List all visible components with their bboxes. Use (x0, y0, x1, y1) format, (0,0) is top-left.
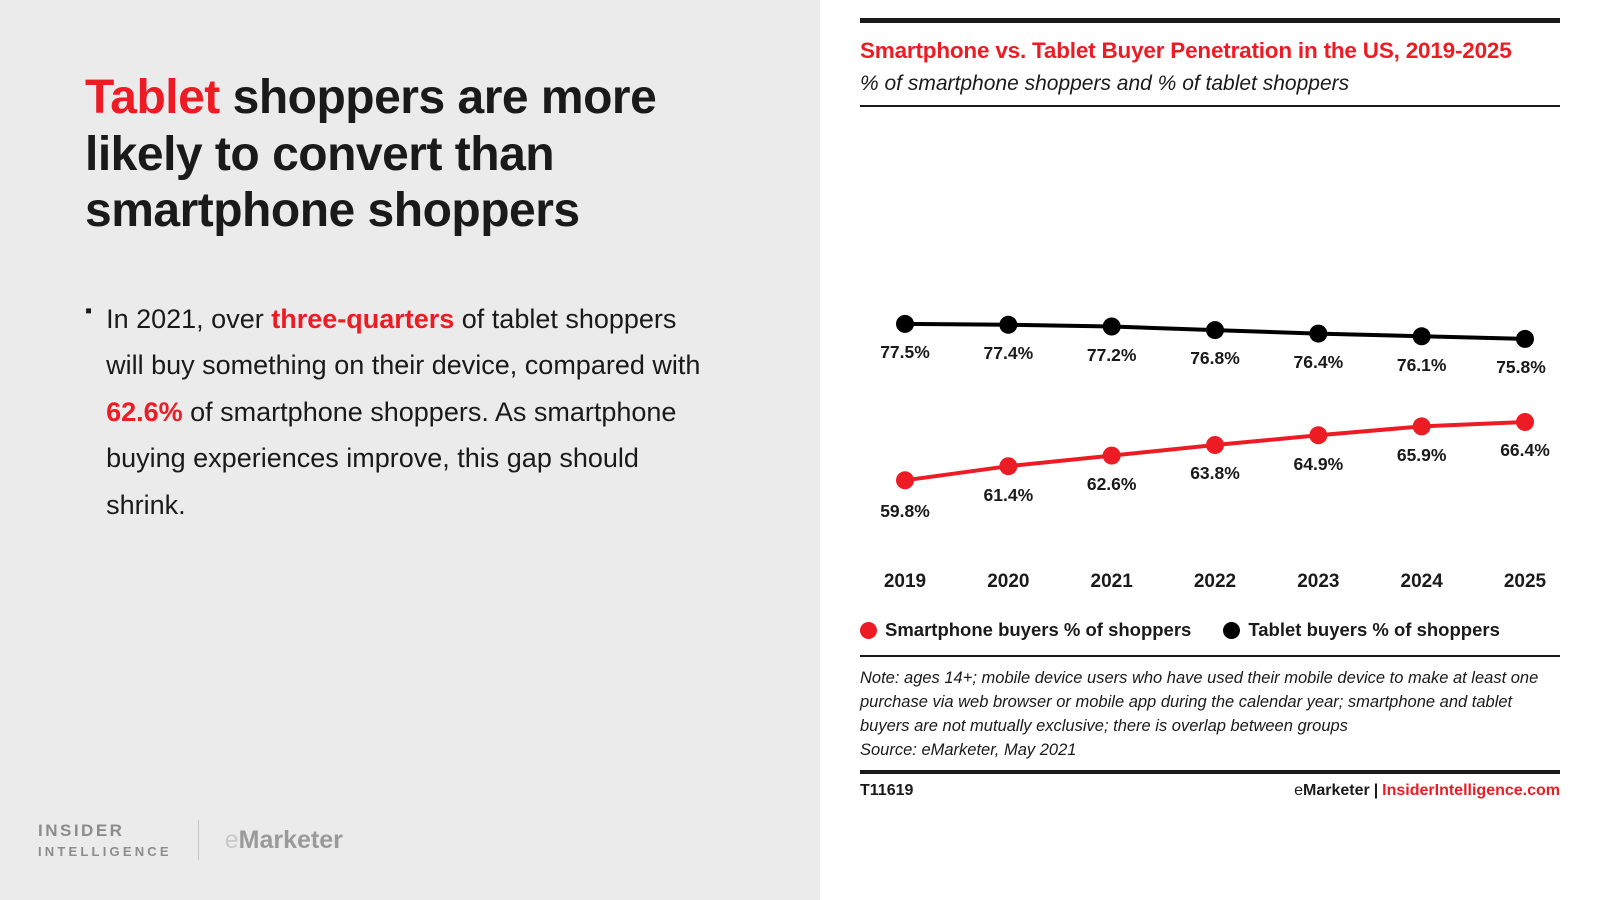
footer-emarketer-rest: Marketer (1302, 782, 1370, 800)
data-point (1516, 413, 1534, 431)
footer-emarketer-e: e (1294, 782, 1303, 800)
chart-panel (820, 0, 1600, 900)
data-point-label: 63.8% (1190, 463, 1240, 484)
brand-logo (38, 819, 343, 862)
emarketer-logo (225, 826, 343, 855)
x-axis-tick-label: 2022 (1193, 571, 1237, 593)
legend-item[interactable] (860, 619, 1191, 641)
data-point (1103, 318, 1121, 336)
data-point (1516, 330, 1534, 348)
bullet-part-2: of tablet shoppers will buy something on their device, compared with (106, 303, 701, 381)
data-point-label: 77.2% (1086, 344, 1137, 365)
data-point-label: 59.8% (880, 500, 930, 521)
chart-id: T11619 (860, 782, 914, 800)
page-title (85, 70, 705, 240)
data-point (1413, 418, 1431, 436)
chart-title: Smartphone vs. Tablet Buyer Penetration in the US, 2019-2025 (860, 38, 1512, 63)
subtitle-rule (860, 105, 1560, 107)
data-point (1309, 325, 1327, 343)
bullet-accent-2: 62.6% (106, 396, 183, 427)
emarketer-logo-rest: Marketer (238, 825, 343, 854)
bullet-text (106, 296, 705, 528)
legend-label: Tablet buyers % of shoppers (1248, 619, 1500, 641)
data-point-label: 76.4% (1293, 351, 1344, 372)
data-point (1309, 427, 1327, 445)
bottom-rule (860, 770, 1560, 774)
top-rule (860, 18, 1560, 23)
chart-footer (860, 782, 1560, 800)
footer-separator: | (1373, 782, 1379, 800)
chart-note: Note: ages 14+; mobile device users who have used their mobile device to make at least one purchase via web browser or mobile app during the calendar year; smartphone and tablet buyers are not mutually exclusive; there is overlap between groups (860, 669, 1539, 736)
data-point-label: 76.8% (1190, 348, 1240, 369)
x-axis (860, 571, 1560, 605)
chart-source: Source: eMarketer, May 2021 (860, 741, 1077, 760)
insider-logo-line2: INTELLIGENCE (38, 844, 172, 860)
headline-accent: Tablet (85, 71, 220, 124)
data-point-label: 66.4% (1500, 440, 1550, 461)
footer-brand (1294, 782, 1560, 800)
data-point-label: 62.6% (1086, 473, 1137, 494)
legend-dot-icon (1223, 622, 1240, 639)
x-axis-tick-label: 2024 (1400, 571, 1443, 593)
x-axis-tick-label: 2019 (883, 571, 927, 593)
data-point (999, 458, 1017, 476)
bullet-accent-1: three-quarters (271, 303, 455, 334)
insider-intelligence-logo (38, 819, 172, 862)
chart-plot-area (860, 111, 1560, 571)
logo-divider (198, 820, 199, 860)
legend-dot-icon (860, 622, 877, 639)
data-point-label: 64.9% (1293, 453, 1344, 474)
data-point-label: 75.8% (1496, 357, 1546, 378)
data-point-label: 77.4% (983, 343, 1034, 364)
data-point-label: 65.9% (1396, 444, 1447, 465)
x-axis-tick-label: 2021 (1090, 571, 1133, 593)
bullet-item (85, 296, 705, 528)
data-point (1206, 321, 1224, 339)
legend-label: Smartphone buyers % of shoppers (885, 619, 1192, 641)
data-point (896, 472, 914, 490)
data-point (999, 316, 1017, 334)
data-point (1103, 447, 1121, 465)
bullet-marker-icon: ▪ (85, 299, 93, 322)
footer-website-link[interactable]: InsiderIntelligence.com (1382, 782, 1560, 800)
data-point-label: 76.1% (1396, 354, 1447, 375)
data-point-label: 61.4% (983, 484, 1034, 505)
chart-subtitle: % of smartphone shoppers and % of tablet shoppers (860, 72, 1350, 96)
bullet-part-1: In 2021, over (106, 303, 272, 334)
data-point (1413, 328, 1431, 346)
x-axis-tick-label: 2025 (1503, 571, 1547, 593)
headline-rest: shoppers are more likely to convert than smartphone shoppers (85, 71, 657, 238)
emarketer-logo-e: e (224, 825, 239, 854)
data-point (1206, 436, 1224, 454)
insider-logo-line1: INSIDER (38, 820, 125, 840)
chart-svg (860, 111, 1560, 571)
data-point (896, 315, 914, 333)
data-point-label: 77.5% (880, 342, 930, 363)
legend-item[interactable] (1223, 619, 1500, 641)
bullet-part-3: of smartphone shoppers. As smartphone buying experiences improve, this gap should shrink. (106, 396, 677, 520)
x-axis-tick-label: 2020 (987, 571, 1030, 593)
chart-legend (860, 619, 1560, 641)
legend-rule (860, 655, 1560, 657)
x-axis-tick-label: 2023 (1297, 571, 1340, 593)
